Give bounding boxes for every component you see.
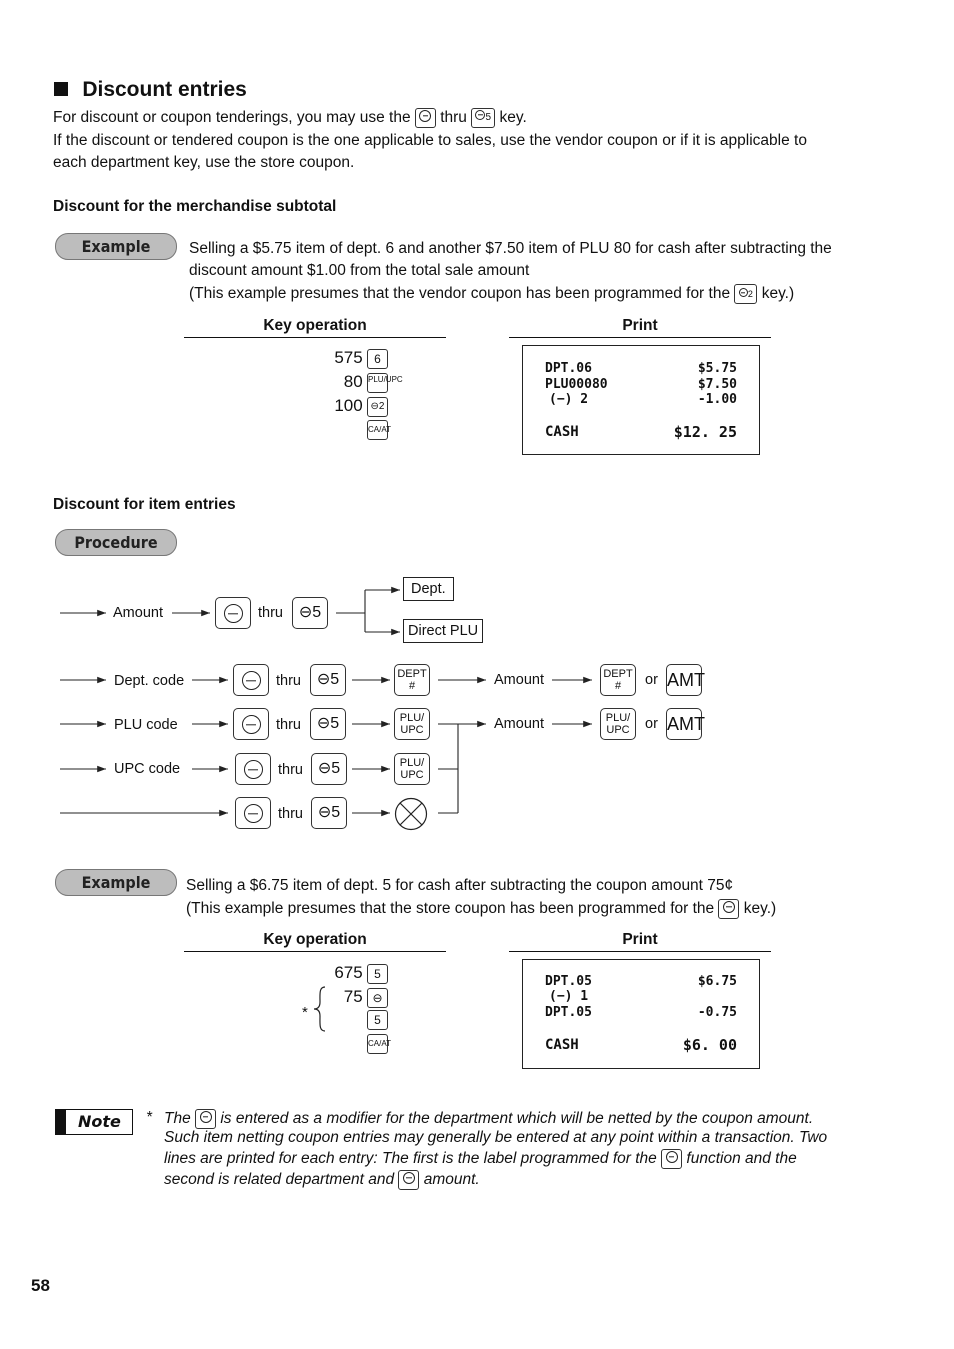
keyop-row: 80 PLU/UPC [343, 372, 403, 391]
dept-5-key: 5 [367, 1010, 388, 1030]
square-bullet-icon [54, 82, 68, 96]
receipt-label: (−) 2 [549, 392, 589, 407]
procedure-badge: Procedure [55, 529, 177, 556]
receipt-value: -1.00 [697, 392, 737, 407]
coupon-minus-key-icon [233, 708, 269, 740]
coupon-minus-key-icon [235, 753, 271, 785]
receipt-label: DPT.05 [545, 1005, 592, 1020]
key-operation-header: Key operation [184, 931, 446, 952]
thru-label: thru [276, 673, 301, 689]
coupon-minus-key-icon [233, 664, 269, 696]
flow-dept-code-label: Dept. code [114, 673, 185, 689]
amt-key: AMT [666, 664, 702, 696]
note-line-1: The is entered as a modifier for the department which will be netted by the coupon amount. [164, 1110, 814, 1128]
or-label: or [645, 672, 658, 688]
coupon-minus-key-icon [235, 797, 271, 829]
item-entries-heading: Discount for item entries [53, 496, 236, 513]
thru-label: thru [278, 762, 303, 778]
coupon-minus-key-icon [718, 899, 739, 919]
intro-line-2: If the discount or tendered coupon is the one applicable to sales, use the vendor coupon or if it is applicable to [53, 132, 807, 149]
thru-label: thru [276, 717, 301, 733]
or-label: or [645, 716, 658, 732]
example-text-2: (This example presumes that the store coupon has been programmed for the key.) [186, 900, 777, 918]
keyop-row: 100 ⊖2 [300, 396, 388, 417]
section-title: Discount entries [82, 78, 247, 101]
ca-at-key: CA/AT [367, 420, 388, 440]
plu-upc-key: PLU/UPC [367, 373, 388, 393]
thru-label: thru [278, 806, 303, 822]
example-badge: Example [55, 869, 177, 896]
example-text-1: Selling a $6.75 item of dept. 5 for cash after subtracting the coupon amount 75¢ [186, 877, 734, 894]
direct-plu-box: Direct PLU [403, 619, 483, 643]
example-text-1: Selling a $5.75 item of dept. 6 and another $7.50 item of PLU 80 for cash after subtracting the [189, 240, 832, 257]
dept-key: DEPT # [600, 664, 636, 696]
intro-line-1: For discount or coupon tenderings, you may use the thru 5 key. [53, 109, 527, 127]
procedure-flow-diagram [0, 560, 954, 840]
receipt-total: $6. 00 [682, 1036, 737, 1054]
amt-key: AMT [666, 708, 702, 740]
receipt-print [522, 959, 760, 1069]
thru-label: thru [258, 605, 283, 621]
receipt-label: (−) 1 [549, 989, 589, 1004]
intro-line-3: each department key, use the store coupon. [53, 154, 355, 171]
plu-upc-key: PLU/ UPC [394, 753, 430, 785]
coupon-5-key: ⊖5 [311, 797, 347, 829]
coupon-minus-key-icon [195, 1109, 216, 1129]
coupon-2-key: ⊖2 [367, 397, 388, 417]
example-badge: Example [55, 233, 177, 260]
flow-upc-code-label: UPC code [114, 761, 181, 777]
coupon-minus-key-icon [661, 1149, 682, 1169]
receipt-value: -0.75 [697, 1005, 737, 1020]
coupon-5-key-icon: 5 [471, 108, 495, 128]
coupon-minus-key-icon [415, 108, 436, 128]
subtotal-heading: Discount for the merchandise subtotal [53, 198, 337, 215]
page-number: 58 [31, 1276, 50, 1295]
receipt-label: DPT.05 [545, 974, 592, 989]
example-text-3: (This example presumes that the vendor coupon has been programmed for the 2 key.) [189, 285, 795, 303]
receipt-value: $6.75 [697, 974, 737, 989]
print-header: Print [509, 931, 771, 952]
keyop-row: 75 ⊖ [300, 987, 388, 1008]
plu-upc-key: PLU/ UPC [600, 708, 636, 740]
flow-amount-label: Amount [494, 716, 544, 732]
flow-amount-label: Amount [494, 672, 544, 688]
receipt-print [522, 345, 760, 455]
ca-at-key: CA/AT [367, 1034, 388, 1054]
receipt-label: PLU00080 [545, 377, 608, 392]
receipt-total: $12. 25 [673, 423, 737, 441]
dept-6-key: 6 [367, 349, 388, 369]
receipt-label: DPT.06 [545, 361, 592, 376]
keyop-row [300, 420, 391, 440]
coupon-5-key: ⊖5 [310, 708, 346, 740]
note-line-3: lines are printed for each entry: The first is the label programmed for the function and the [164, 1150, 797, 1168]
keyop-row: 675 5 [300, 963, 388, 984]
section-heading [54, 78, 247, 102]
keyop-row [300, 1034, 391, 1054]
key-operation-header: Key operation [184, 317, 446, 338]
note-star: * [146, 1109, 153, 1126]
receipt-label: CASH [545, 424, 579, 440]
flow-plu-code-label: PLU code [114, 717, 178, 733]
keyop-row: 575 6 [300, 348, 388, 369]
note-line-4: second is related department and amount. [164, 1171, 480, 1189]
print-header: Print [509, 317, 771, 338]
note-line-2: Such item netting coupon entries may generally be entered at any point within a transaction. Two [164, 1129, 828, 1146]
circled-x-symbol-icon [394, 797, 428, 831]
coupon-minus-key-icon [215, 597, 251, 629]
flow-amount-label: Amount [113, 605, 163, 621]
dept-box: Dept. [403, 577, 454, 601]
coupon-5-key: ⊖5 [310, 664, 346, 696]
plu-upc-key: PLU/ UPC [394, 708, 430, 740]
coupon-5-key: ⊖5 [292, 597, 328, 629]
receipt-label: CASH [545, 1037, 579, 1053]
dept-5-key: 5 [367, 964, 388, 984]
dept-key: DEPT # [394, 664, 430, 696]
coupon-5-key: ⊖5 [311, 753, 347, 785]
receipt-value: $7.50 [697, 377, 737, 392]
asterisk-mark: * [302, 1004, 308, 1021]
coupon-minus-key: ⊖ [367, 988, 388, 1008]
example-text-2: discount amount $1.00 from the total sale amount [189, 262, 530, 279]
receipt-value: $5.75 [697, 361, 737, 376]
note-badge: Note [55, 1109, 133, 1135]
coupon-2-key-icon: 2 [734, 284, 757, 304]
coupon-minus-key-icon [398, 1170, 419, 1190]
curly-brace-icon [313, 986, 327, 1032]
